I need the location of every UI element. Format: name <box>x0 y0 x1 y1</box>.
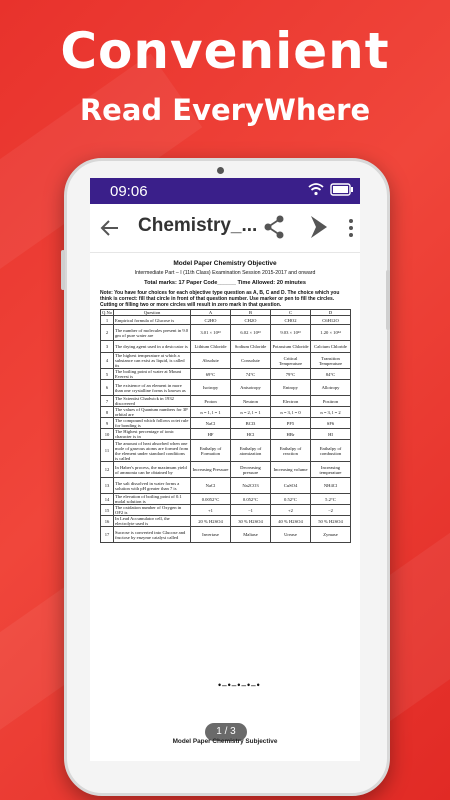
next-page-title: Model Paper Chemistry Subjective <box>172 738 278 745</box>
front-camera <box>217 167 224 174</box>
option-cell: Proton <box>191 396 231 407</box>
option-cell: Invertase <box>191 527 231 543</box>
table-row <box>101 380 351 396</box>
option-cell: Enthalpy of Formation <box>191 440 231 462</box>
question-text: The existence of an element in more than one crystalline forms is known as <box>114 380 191 396</box>
table-header-cell: D <box>311 310 351 316</box>
option-cell: HF <box>191 429 231 440</box>
table-row <box>101 418 351 429</box>
option-cell: −1 <box>231 505 271 516</box>
option-cell: NaCl <box>191 418 231 429</box>
question-text: The amount of heat absorbed when one mole of gaseous atoms are formed from the element under standard conditions is called <box>114 440 191 462</box>
question-number: 1 <box>101 316 114 325</box>
option-cell: Anisotropy <box>231 380 271 396</box>
option-cell: Lithium Chloride <box>191 341 231 353</box>
wifi-icon <box>308 182 324 201</box>
option-cell: +1 <box>191 505 231 516</box>
option-cell: CH2O <box>231 316 271 325</box>
question-text: Empirical formula of Glucose is <box>114 316 191 325</box>
option-cell: n = 1, l = 1 <box>191 407 231 418</box>
option-cell: Increasing volume <box>271 462 311 478</box>
promo-subheadline: Read EveryWhere <box>79 93 371 127</box>
status-bar <box>90 178 360 204</box>
question-number: 5 <box>101 369 114 380</box>
battery-icon <box>330 183 354 201</box>
status-time: 09:06 <box>110 183 148 200</box>
option-cell: 84°C <box>311 369 351 380</box>
question-text: The oxidation number of Oxygen in OF2 is <box>114 505 191 516</box>
question-number: 7 <box>101 396 114 407</box>
option-cell: Entropy <box>271 380 311 396</box>
question-number: 10 <box>101 429 114 440</box>
question-number: 17 <box>101 527 114 543</box>
option-cell: Urease <box>271 527 311 543</box>
option-cell: n = 3, l = 2 <box>311 407 351 418</box>
table-header-cell: Question <box>114 310 191 316</box>
app-bar <box>90 204 360 253</box>
option-cell: 50 % H2SO4 <box>311 516 351 527</box>
table-row <box>101 407 351 418</box>
question-number: 15 <box>101 505 114 516</box>
table-row <box>101 429 351 440</box>
table-row <box>101 396 351 407</box>
table-row <box>101 316 351 325</box>
option-cell: NaCl <box>191 478 231 494</box>
share-icon[interactable] <box>262 214 286 240</box>
question-number: 3 <box>101 341 114 353</box>
table-row <box>101 353 351 369</box>
question-text: The salt dissolved in water forms a solution with pH greater than 7 is <box>114 478 191 494</box>
question-number: 14 <box>101 494 114 505</box>
option-cell: Maltase <box>231 527 271 543</box>
option-cell: Electron <box>271 396 311 407</box>
option-cell: NH4Cl <box>311 478 351 494</box>
option-cell: Enthalpy of reaction <box>271 440 311 462</box>
question-text: Sucrose is converted into Glucose and fructose by enzyme catalyst called <box>114 527 191 543</box>
question-number: 13 <box>101 478 114 494</box>
question-text: The Scientist Chadwick in 1932 discovered <box>114 396 191 407</box>
option-cell: Decreasing pressure <box>231 462 271 478</box>
more-options-icon[interactable] <box>348 218 354 238</box>
table-row <box>101 341 351 353</box>
document-title: Chemistry_... <box>138 215 258 236</box>
option-cell: C6H12O <box>311 316 351 325</box>
option-cell: n = 3, l = 0 <box>271 407 311 418</box>
table-row <box>101 516 351 527</box>
table-header-cell: Q.No <box>102 310 113 315</box>
option-cell: Na2CO3 <box>231 478 271 494</box>
option-cell: Potassium Chloride <box>271 341 311 353</box>
option-cell: 5.2°C <box>311 494 351 505</box>
option-cell: 20 % H2SO4 <box>191 516 231 527</box>
table-row <box>101 527 351 543</box>
phone-side-button <box>386 270 390 330</box>
option-cell: Sodium Chloride <box>231 341 271 353</box>
option-cell: C2HO <box>191 316 231 325</box>
table-row <box>101 494 351 505</box>
question-text: The number of molecules present in 9.0 gm of pure water are <box>114 325 191 341</box>
option-cell: 6.02 × 10²³ <box>231 325 271 341</box>
paper-note: Note: You have four choices for each objective type question as A, B, C and D. The choice which you think is correct: fill that circle in front of that question number. Use marker or pen to fill the circles. Cutting or filling two or more circles will result in zero mark in that question. <box>100 290 340 308</box>
table-row <box>101 462 351 478</box>
question-text: The boiling point of water at Mount Everest is <box>114 369 191 380</box>
page-indicator: 1 / 3 <box>205 723 247 741</box>
option-cell: 0.52°C <box>271 494 311 505</box>
table-row <box>101 440 351 462</box>
option-cell: Neutron <box>231 396 271 407</box>
option-cell: Critical Temperature <box>271 353 311 369</box>
question-text: The values of Quantum numbers for 3P orbital are <box>114 407 191 418</box>
option-cell: −2 <box>311 505 351 516</box>
question-number: 6 <box>101 380 114 396</box>
paper-meta: Total marks: 17 Paper Code______ Time Allowed: 20 minutes <box>144 280 306 286</box>
table-row <box>101 369 351 380</box>
option-cell: Positron <box>311 396 351 407</box>
question-text: The Highest percentage of ionic character is in <box>114 429 191 440</box>
option-cell: Transition Temperature <box>311 353 351 369</box>
option-cell: 79°C <box>271 369 311 380</box>
questions-table <box>100 309 351 543</box>
question-text: The compound which follows octet rule for bonding is <box>114 418 191 429</box>
option-cell: Increasing temperature <box>311 462 351 478</box>
question-number: 12 <box>101 462 114 478</box>
question-number: 9 <box>101 418 114 429</box>
option-cell: Allotropy <box>311 380 351 396</box>
option-cell: HI <box>311 429 351 440</box>
option-cell: CHO2 <box>271 316 311 325</box>
table-header-cell: A <box>191 310 231 316</box>
option-cell: 1.20 × 10²⁴ <box>311 325 351 341</box>
option-cell: Consolute <box>231 353 271 369</box>
paper-title: Model Paper Chemistry Objective <box>173 260 277 267</box>
question-text: The elevation of boiling point of 0.1 molal solution is <box>114 494 191 505</box>
question-text: The highest temperature at which a substance can exist as liquid, is called its <box>114 353 191 369</box>
option-cell: BCl3 <box>231 418 271 429</box>
phone-screen <box>90 178 360 761</box>
option-cell: SF6 <box>311 418 351 429</box>
question-number: 4 <box>101 353 114 369</box>
option-cell: 74°C <box>231 369 271 380</box>
option-cell: 69°C <box>191 369 231 380</box>
option-cell: Enthalpy of atomization <box>231 440 271 462</box>
end-of-paper-marker: •–•–•–•–• <box>218 680 261 690</box>
question-number: 8 <box>101 407 114 418</box>
phone-side-button <box>61 250 65 290</box>
option-cell: Zymase <box>311 527 351 543</box>
option-cell: 0.0052°C <box>191 494 231 505</box>
question-text: The drying agent used in a desiccator is <box>114 341 191 353</box>
option-cell: CuSO4 <box>271 478 311 494</box>
option-cell: Calcium Chloride <box>311 341 351 353</box>
question-number: 2 <box>101 325 114 341</box>
table-header-cell: C <box>271 310 311 316</box>
question-text: In Lead Accumulator cell, the electrolyte used is <box>114 516 191 527</box>
option-cell: Enthalpy of combustion <box>311 440 351 462</box>
paper-subtitle: Intermediate Part – I (11th Class) Examination Session 2015-2017 and onward <box>134 270 316 276</box>
option-cell: PF5 <box>271 418 311 429</box>
table-row <box>101 325 351 341</box>
option-cell: Isotropy <box>191 380 231 396</box>
table-row <box>101 505 351 516</box>
option-cell: Absolute <box>191 353 231 369</box>
option-cell: HCl <box>231 429 271 440</box>
option-cell: 3.01 × 10²³ <box>191 325 231 341</box>
option-cell: +2 <box>271 505 311 516</box>
option-cell: n = 2, l = 1 <box>231 407 271 418</box>
option-cell: 40 % H2SO4 <box>271 516 311 527</box>
pdf-page[interactable] <box>100 258 350 728</box>
question-number: 16 <box>101 516 114 527</box>
option-cell: Increasing Pressure <box>191 462 231 478</box>
table-row <box>101 478 351 494</box>
back-arrow-icon[interactable] <box>98 216 122 240</box>
option-cell: 0.052°C <box>231 494 271 505</box>
question-number: 11 <box>101 440 114 462</box>
promo-headline: Convenient <box>60 22 390 80</box>
option-cell: 30 % H2SO4 <box>231 516 271 527</box>
forward-icon[interactable] <box>308 214 330 240</box>
table-header-cell: B <box>231 310 271 316</box>
option-cell: 9.03 × 10²³ <box>271 325 311 341</box>
question-text: In Haber's process, the maximum yield of ammonia can be obtained by <box>114 462 191 478</box>
option-cell: HBr <box>271 429 311 440</box>
